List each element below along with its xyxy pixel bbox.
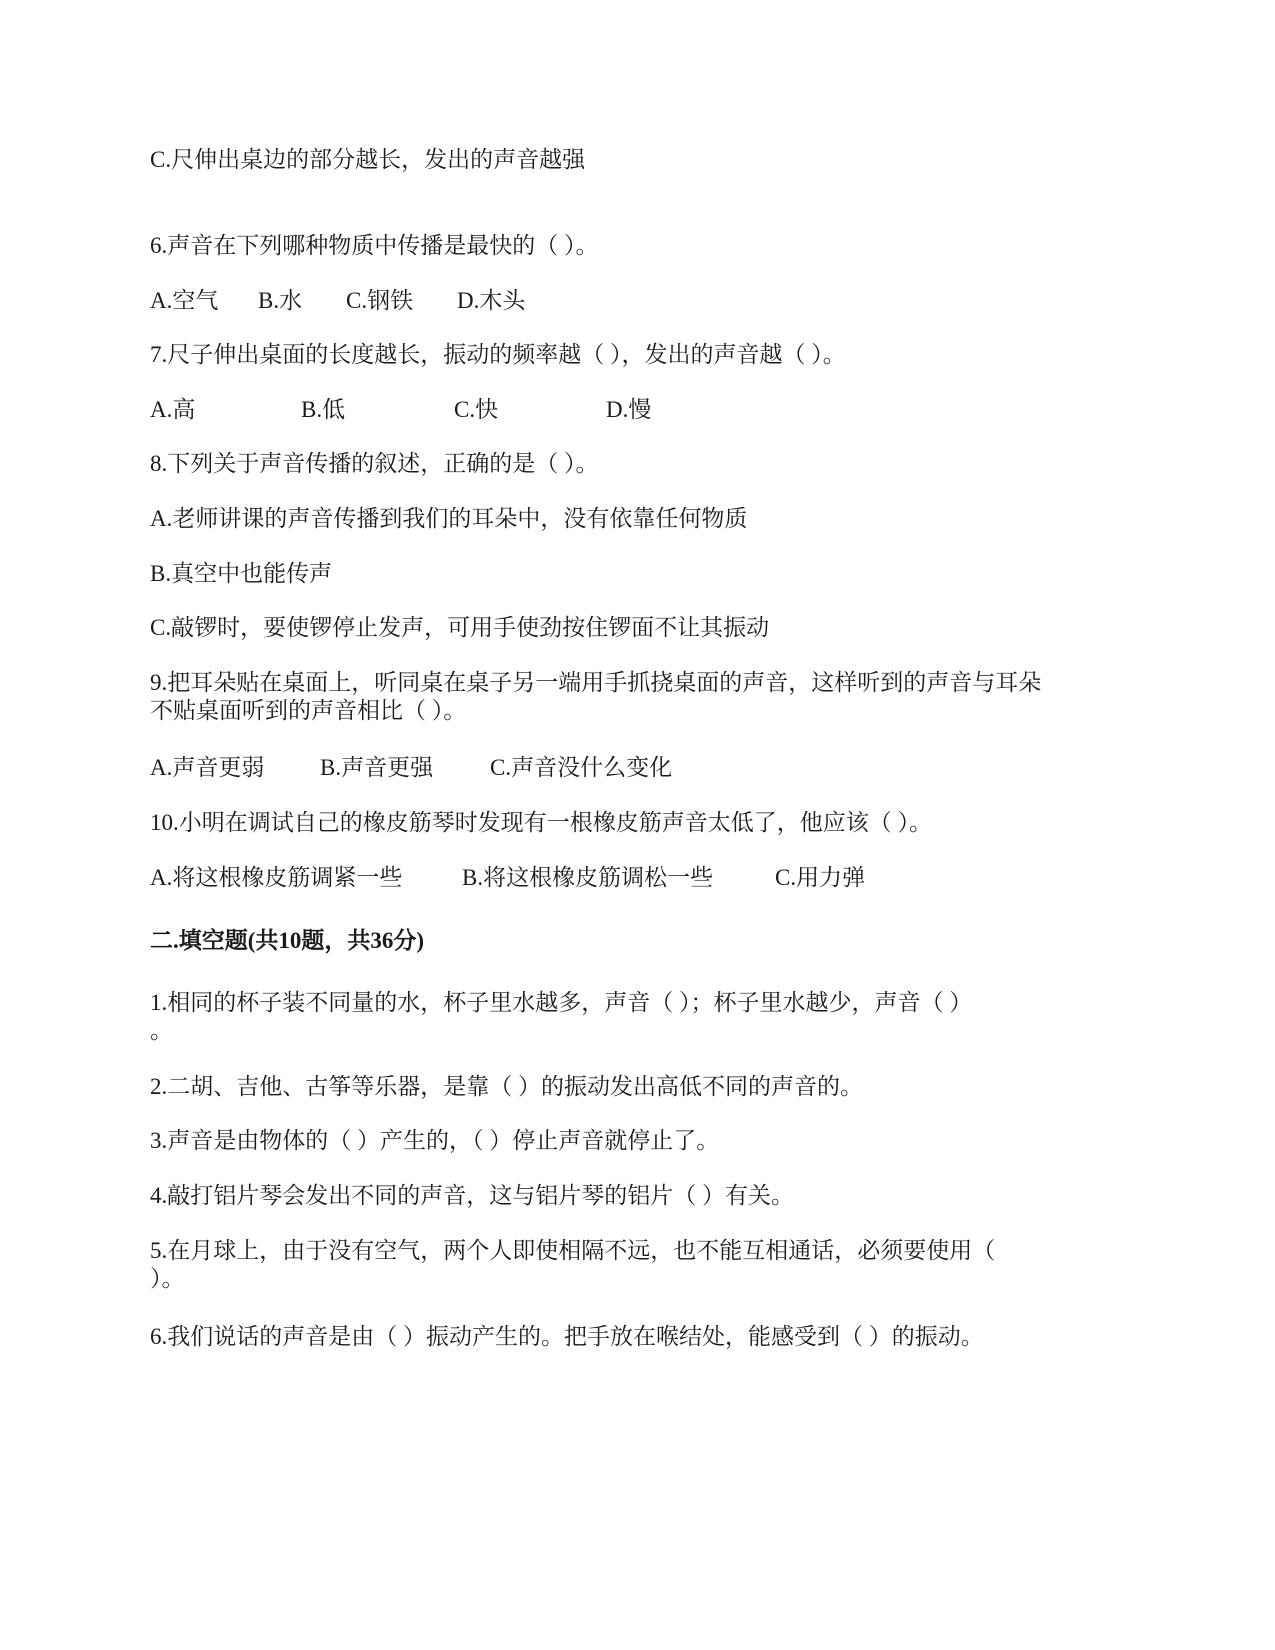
section-heading-fill-in: 二.填空题(共10题，共36分) [150, 928, 425, 953]
q5-option-c: C.尺伸出桌边的部分越长，发出的声音越强 [150, 147, 586, 172]
q6-option-d: D.木头 [457, 288, 526, 313]
q8-option-b: B.真空中也能传声 [150, 561, 333, 586]
fill-4: 4.敲打铝片琴会发出不同的声音，这与铝片琴的铝片（ ）有关。 [150, 1183, 794, 1208]
q7-option-b: B.低 [301, 397, 346, 422]
q6-option-a: A.空气 [150, 288, 219, 313]
q8-option-a: A.老师讲课的声音传播到我们的耳朵中，没有依靠任何物质 [150, 506, 748, 531]
q7-option-c: C.快 [454, 397, 499, 422]
q9-option-c: C.声音没什么变化 [490, 755, 673, 780]
fill-1-line-2: 。 [150, 1018, 173, 1043]
q10-option-a: A.将这根橡皮筋调紧一些 [150, 865, 403, 890]
q9-option-a: A.声音更弱 [150, 755, 265, 780]
question-9-line-2: 不贴桌面听到的声音相比（ ）。 [150, 698, 467, 723]
q10-option-c: C.用力弹 [775, 865, 866, 890]
q10-option-b: B.将这根橡皮筋调松一些 [462, 865, 714, 890]
fill-2: 2.二胡、吉他、古筝等乐器，是靠（ ）的振动发出高低不同的声音的。 [150, 1074, 863, 1099]
q9-option-b: B.声音更强 [320, 755, 434, 780]
q6-option-c: C.钢铁 [346, 288, 414, 313]
fill-3: 3.声音是由物体的（ ）产生的，（ ）停止声音就停止了。 [150, 1128, 720, 1153]
fill-6: 6.我们说话的声音是由（ ）振动产生的。把手放在喉结处，能感受到（ ）的振动。 [150, 1324, 984, 1349]
q7-option-a: A.高 [150, 397, 196, 422]
fill-5-line-2: ）。 [150, 1266, 185, 1291]
question-6: 6.声音在下列哪种物质中传播是最快的（ ）。 [150, 233, 599, 258]
q6-option-b: B.水 [258, 288, 303, 313]
fill-1-line-1: 1.相同的杯子装不同量的水，杯子里水越多，声音（ ）；杯子里水越少，声音（ ） [150, 990, 973, 1015]
question-10: 10.小明在调试自己的橡皮筋琴时发现有一根橡皮筋声音太低了，他应该（ ）。 [150, 810, 932, 835]
q8-option-c: C.敲锣时，要使锣停止发声，可用手使劲按住锣面不让其振动 [150, 615, 770, 640]
question-8: 8.下列关于声音传播的叙述，正确的是（ ）。 [150, 451, 599, 476]
fill-5-line-1: 5.在月球上，由于没有空气，两个人即使相隔不远，也不能互相通话，必须要使用（ [150, 1238, 996, 1263]
question-7: 7.尺子伸出桌面的长度越长，振动的频率越（ ），发出的声音越（ ）。 [150, 342, 846, 367]
question-9-line-1: 9.把耳朵贴在桌面上，听同桌在桌子另一端用手抓挠桌面的声音，这样听到的声音与耳朵 [150, 670, 1042, 695]
q7-option-d: D.慢 [606, 397, 652, 422]
